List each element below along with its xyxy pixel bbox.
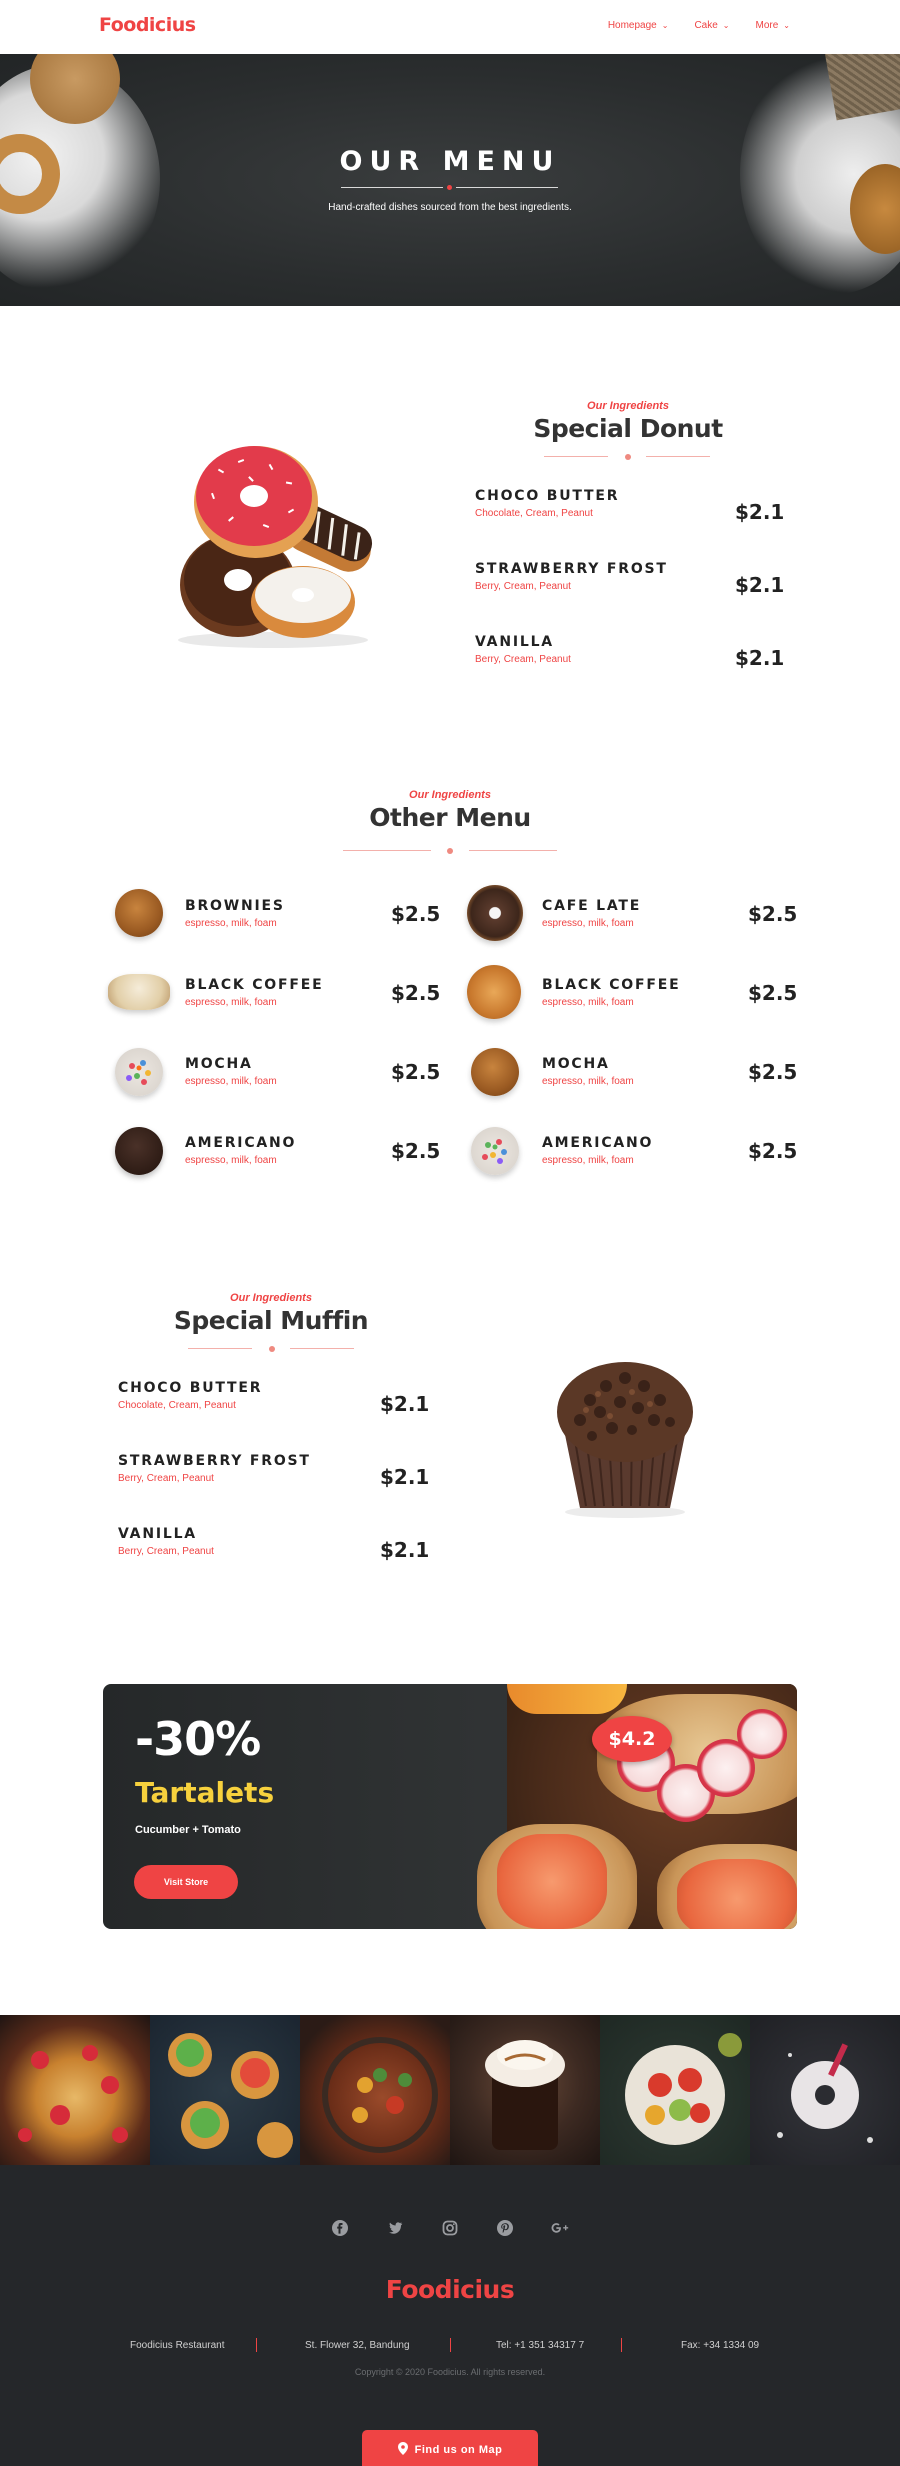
menu-item-desc: espresso, milk, foam — [185, 918, 277, 929]
menu-item-price: $2.5 — [748, 1139, 798, 1163]
nav-item-more[interactable] — [756, 20, 791, 31]
sprinkle-cookie-thumbnail — [471, 1127, 519, 1175]
menu-item[interactable] — [118, 1453, 311, 1484]
menu-item-desc: espresso, milk, foam — [185, 1076, 277, 1087]
donuts-illustration — [168, 430, 378, 650]
site-footer — [0, 2165, 900, 2466]
footer-separator — [450, 2338, 451, 2352]
footer-copyright: Copyright © 2020 Foodicius. All rights reserved. — [354, 2367, 546, 2377]
visit-store-button[interactable]: Visit Store — [134, 1865, 238, 1899]
menu-item-desc: espresso, milk, foam — [185, 1155, 277, 1166]
section-kicker: Our Ingredients — [409, 789, 491, 801]
menu-item-name: VANILLA — [475, 634, 554, 650]
footer-fax: Fax: +34 1334 09 — [681, 2340, 760, 2351]
menu-item-desc: espresso, milk, foam — [542, 918, 634, 929]
main-nav — [608, 20, 790, 31]
menu-item-name: MOCHA — [542, 1056, 610, 1072]
waffle-cookie-thumbnail — [467, 965, 521, 1019]
menu-item-price: $2.1 — [735, 500, 785, 524]
section-divider — [184, 1345, 360, 1353]
menu-item[interactable] — [475, 561, 668, 592]
section-kicker: Our Ingredients — [587, 400, 669, 412]
menu-item-price: $2.1 — [735, 646, 785, 670]
nav-item-cake[interactable] — [694, 20, 729, 31]
hero-divider-line — [456, 187, 558, 188]
menu-item-desc: espresso, milk, foam — [542, 1076, 634, 1087]
site-logo[interactable]: Foodicius — [99, 14, 196, 36]
gallery-image-hot-chocolate[interactable] — [450, 2015, 600, 2165]
menu-item-name: MOCHA — [185, 1056, 253, 1072]
menu-item-name: BLACK COFFEE — [185, 977, 324, 993]
section-divider — [343, 847, 557, 855]
menu-item-desc: Berry, Cream, Peanut — [475, 581, 571, 592]
menu-item-desc: espresso, milk, foam — [542, 1155, 634, 1166]
menu-item-price: $2.5 — [391, 981, 441, 1005]
menu-item-desc: Berry, Cream, Peanut — [118, 1546, 214, 1557]
muffin-illustration — [540, 1350, 710, 1520]
menu-item[interactable] — [542, 1135, 653, 1166]
map-button-label: Find us on Map — [414, 2444, 503, 2456]
gallery-image-salad-bowl[interactable] — [600, 2015, 750, 2165]
menu-item[interactable] — [542, 898, 641, 929]
menu-item-desc: Berry, Cream, Peanut — [118, 1473, 214, 1484]
menu-item-name: CHOCO BUTTER — [118, 1380, 263, 1396]
footer-separator — [256, 2338, 257, 2352]
section-divider — [540, 453, 716, 461]
footer-logo[interactable]: Foodicius — [385, 2275, 515, 2304]
menu-item-name: AMERICANO — [542, 1135, 654, 1151]
menu-item-desc: Berry, Cream, Peanut — [475, 654, 571, 665]
promo-product-name: Tartalets — [135, 1776, 275, 1809]
menu-item-name: CHOCO BUTTER — [475, 488, 620, 504]
footer-address: St. Flower 32, Bandung — [305, 2340, 410, 2351]
hero-divider-line — [341, 187, 443, 188]
nav-label: Cake — [694, 20, 718, 31]
muffin-image — [540, 1350, 710, 1520]
menu-item[interactable] — [475, 634, 571, 665]
chocolate-donut-thumbnail — [467, 885, 523, 941]
menu-item-price: $2.5 — [391, 902, 441, 926]
promo-price-badge: $4.2 — [592, 1716, 672, 1762]
gallery-image-tartlets[interactable] — [150, 2015, 300, 2165]
chocolate-cookie-thumbnail — [115, 1127, 163, 1175]
menu-item-price: $2.1 — [380, 1392, 430, 1416]
menu-item[interactable] — [542, 1056, 634, 1087]
menu-item[interactable] — [118, 1380, 262, 1411]
footer-phone: Tel: +1 351 34317 7 — [496, 2340, 585, 2351]
section-title: Special Muffin — [173, 1306, 369, 1335]
menu-item-price: $2.5 — [748, 981, 798, 1005]
gallery-image-waffles[interactable] — [0, 2015, 150, 2165]
cookie-thumbnail — [115, 889, 163, 937]
menu-item-desc: espresso, milk, foam — [185, 997, 277, 1008]
nav-item-homepage[interactable] — [608, 20, 669, 31]
promo-banner — [103, 1684, 797, 1929]
pinterest-icon[interactable] — [495, 2218, 515, 2238]
map-pin-icon — [398, 2442, 408, 2458]
hero-subtitle: Hand-crafted dishes sourced from the best ingredients. — [328, 202, 572, 213]
chevron-down-icon: ⌄ — [661, 21, 669, 30]
chevron-down-icon: ⌄ — [722, 21, 730, 30]
menu-item-name: CAFE LATE — [542, 898, 642, 914]
menu-item-price: $2.1 — [735, 573, 785, 597]
hero-title: OUR MENU — [339, 146, 561, 177]
menu-item-price: $2.5 — [391, 1139, 441, 1163]
instagram-icon[interactable] — [440, 2218, 460, 2238]
footer-restaurant-name: Foodicius Restaurant — [130, 2340, 225, 2351]
menu-item[interactable] — [185, 898, 285, 929]
chevron-down-icon: ⌄ — [783, 21, 790, 30]
gallery-image-stir-fry[interactable] — [300, 2015, 450, 2165]
menu-item-name: BROWNIES — [185, 898, 285, 914]
roll-thumbnail — [108, 974, 170, 1010]
section-title: Other Menu — [369, 803, 531, 832]
promo-discount: -30% — [135, 1712, 261, 1766]
food-gallery — [0, 2015, 900, 2165]
menu-item[interactable] — [185, 977, 323, 1008]
menu-item-price: $2.5 — [748, 902, 798, 926]
menu-item-name: STRAWBERRY FROST — [475, 561, 668, 577]
donuts-image — [168, 430, 378, 650]
menu-item-desc: Chocolate, Cream, Peanut — [475, 508, 593, 519]
menu-item-desc: Chocolate, Cream, Peanut — [118, 1400, 236, 1411]
promo-description: Cucumber + Tomato — [135, 1824, 241, 1836]
menu-item-desc: espresso, milk, foam — [542, 997, 634, 1008]
menu-item[interactable] — [542, 977, 680, 1008]
find-us-on-map-button[interactable] — [362, 2430, 538, 2466]
burlap-sack-image — [825, 54, 900, 120]
menu-item-price: $2.1 — [380, 1465, 430, 1489]
menu-item-name: STRAWBERRY FROST — [118, 1453, 311, 1469]
menu-item-name: BLACK COFFEE — [542, 977, 681, 993]
menu-item[interactable] — [185, 1056, 277, 1087]
google-plus-icon[interactable] — [550, 2218, 570, 2238]
menu-item-name: AMERICANO — [185, 1135, 297, 1151]
hero-banner — [0, 54, 900, 306]
section-kicker: Our Ingredients — [230, 1292, 312, 1304]
menu-item[interactable] — [185, 1135, 296, 1166]
hero-divider-dot — [447, 185, 452, 190]
menu-item[interactable] — [118, 1526, 214, 1557]
menu-item-price: $2.5 — [391, 1060, 441, 1084]
menu-item-price: $2.1 — [380, 1538, 430, 1562]
nav-label: Homepage — [607, 20, 657, 31]
top-navbar — [0, 0, 900, 54]
footer-separator — [621, 2338, 622, 2352]
sprinkle-cookie-thumbnail — [115, 1048, 163, 1096]
menu-item-name: VANILLA — [118, 1526, 197, 1542]
gallery-image-powdered-donut[interactable] — [750, 2015, 900, 2165]
menu-item-price: $2.5 — [748, 1060, 798, 1084]
social-links — [0, 2218, 900, 2238]
menu-item[interactable] — [475, 488, 619, 519]
twitter-icon[interactable] — [385, 2218, 405, 2238]
section-title: Special Donut — [533, 414, 723, 443]
facebook-icon[interactable] — [330, 2218, 350, 2238]
cookie-thumbnail — [471, 1048, 519, 1096]
nav-label: More — [755, 20, 779, 31]
